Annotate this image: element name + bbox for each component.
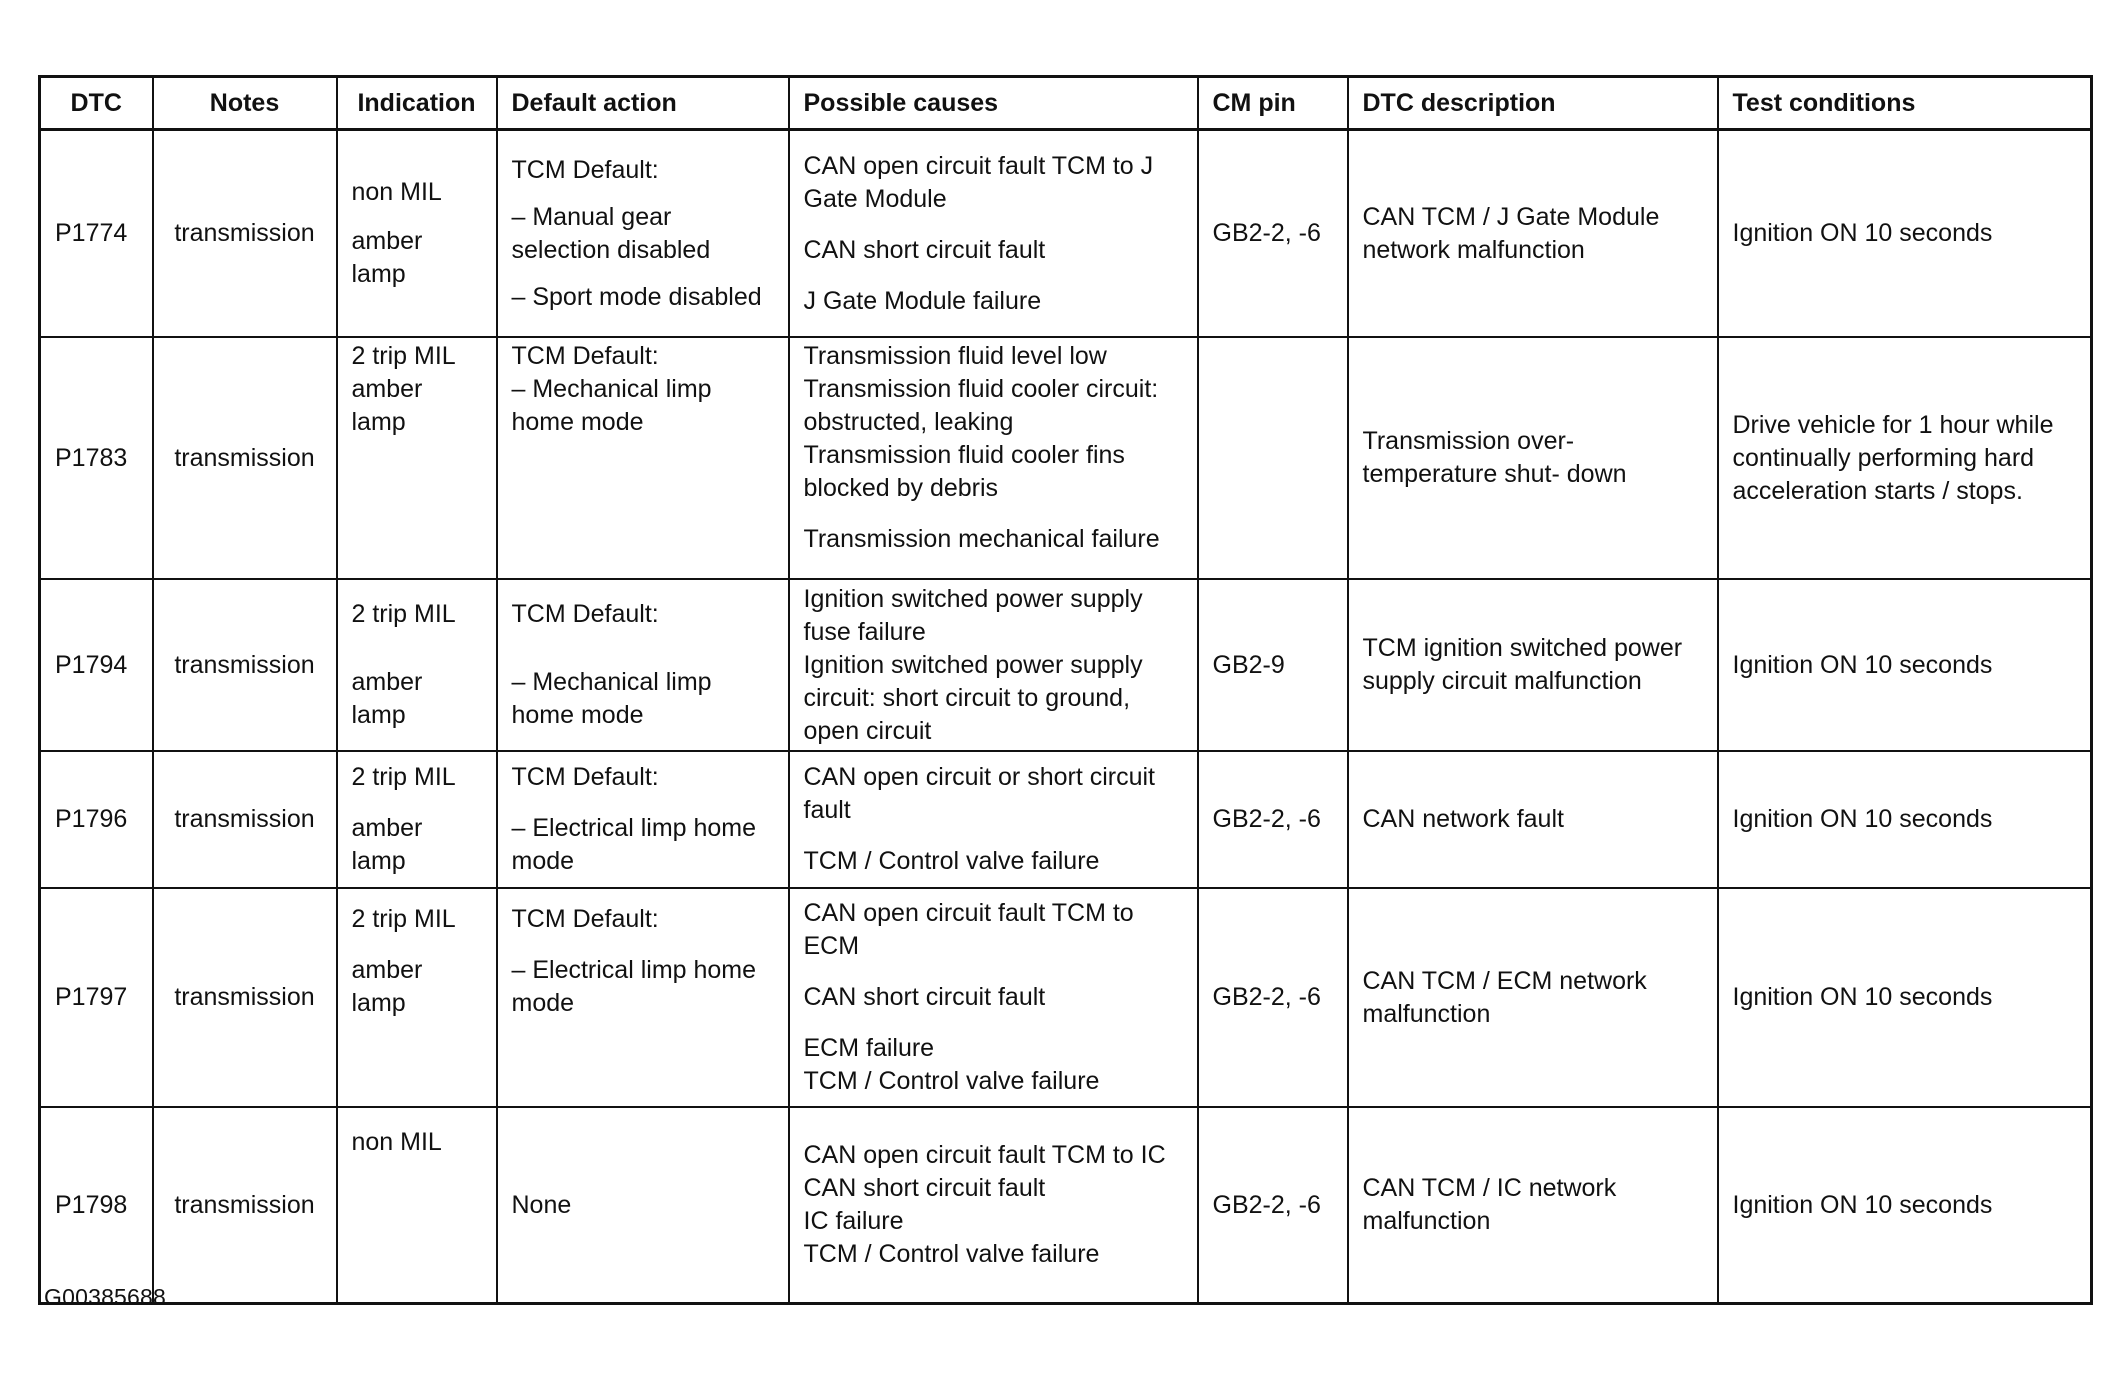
default-action-line: – Electrical limp home mode	[511, 814, 757, 875]
dtc-code: P1783	[40, 337, 153, 579]
dtc-cm-pin	[1198, 337, 1348, 579]
possible-cause-line: CAN open circuit or short circuit fault	[803, 763, 1156, 824]
table-row	[40, 1107, 2092, 1304]
default-action-line: – Sport mode disabled	[511, 282, 762, 311]
header-dtc: DTC	[40, 77, 153, 130]
dtc-table	[38, 75, 2093, 1305]
dtc-default-action	[497, 1107, 789, 1304]
possible-cause-line: TCM / Control valve failure	[803, 1067, 1100, 1095]
possible-cause-line: CAN short circuit fault	[803, 235, 1046, 264]
indication-line: 2 trip MIL	[351, 600, 456, 628]
indication-line: 2 trip MIL	[351, 763, 456, 791]
dtc-notes: transmission	[153, 579, 337, 751]
default-action-line: None	[511, 1190, 572, 1219]
possible-cause-line: CAN short circuit fault	[803, 983, 1046, 1011]
dtc-description: CAN TCM / IC network malfunction	[1348, 1107, 1718, 1304]
dtc-notes: transmission	[153, 130, 337, 338]
dtc-notes: transmission	[153, 751, 337, 888]
possible-cause-line: J Gate Module failure	[803, 286, 1042, 315]
table-row	[40, 130, 2092, 338]
dtc-test-conditions: Ignition ON 10 seconds	[1718, 888, 2092, 1107]
default-action-line: TCM Default:	[511, 905, 659, 933]
dtc-indication	[337, 1107, 497, 1304]
header-dtc-description: DTC description	[1348, 77, 1718, 130]
possible-cause-line: CAN short circuit fault	[803, 1174, 1046, 1202]
dtc-default-action	[497, 337, 789, 579]
dtc-indication	[337, 337, 497, 579]
default-action-line: TCM Default:	[511, 763, 659, 791]
dtc-default-action	[497, 130, 789, 338]
possible-cause-line: Transmission fluid cooler fins blocked by debris	[803, 441, 1125, 502]
dtc-possible-causes	[789, 888, 1198, 1107]
dtc-description: TCM ignition switched power supply circuit malfunction	[1348, 579, 1718, 751]
header-cm-pin: CM pin	[1198, 77, 1348, 130]
header-notes: Notes	[153, 77, 337, 130]
dtc-code: P1797	[40, 888, 153, 1107]
default-action-line: – Electrical limp home mode	[511, 956, 757, 1017]
dtc-possible-causes	[789, 130, 1198, 338]
table-row	[40, 579, 2092, 751]
dtc-description: CAN TCM / J Gate Module network malfunction	[1348, 130, 1718, 338]
dtc-test-conditions: Ignition ON 10 seconds	[1718, 751, 2092, 888]
indication-line: amber lamp	[351, 227, 423, 288]
dtc-code: P1794	[40, 579, 153, 751]
dtc-description: CAN TCM / ECM network malfunction	[1348, 888, 1718, 1107]
dtc-code: P1796	[40, 751, 153, 888]
indication-line: 2 trip MIL amber lamp	[351, 342, 455, 436]
indication-line: 2 trip MIL	[351, 905, 456, 933]
possible-cause-line: Ignition switched power supply fuse failure	[803, 584, 1143, 646]
dtc-cm-pin: GB2-2, -6	[1198, 888, 1348, 1107]
dtc-cm-pin: GB2-2, -6	[1198, 130, 1348, 338]
header-possible-causes: Possible causes	[789, 77, 1198, 130]
header-default-action: Default action	[497, 77, 789, 130]
possible-cause-line: IC failure	[803, 1207, 904, 1235]
header-indication: Indication	[337, 77, 497, 130]
indication-line: amber lamp	[351, 956, 423, 1017]
possible-cause-line: CAN open circuit fault TCM to J Gate Module	[803, 151, 1154, 213]
possible-cause-line: TCM / Control valve failure	[803, 847, 1100, 875]
dtc-possible-causes	[789, 579, 1198, 751]
default-action-line: – Manual gear selection disabled	[511, 202, 711, 264]
possible-cause-line: CAN open circuit fault TCM to ECM	[803, 899, 1134, 960]
table-row	[40, 337, 2092, 579]
dtc-indication	[337, 888, 497, 1107]
figure-id: G00385688	[44, 1284, 167, 1310]
dtc-default-action	[497, 751, 789, 888]
dtc-description: Transmission over-temperature shut- down	[1348, 337, 1718, 579]
dtc-cm-pin: GB2-9	[1198, 579, 1348, 751]
dtc-notes: transmission	[153, 1107, 337, 1304]
dtc-code: P1798	[40, 1107, 153, 1304]
table-header-row	[40, 77, 2092, 130]
dtc-cm-pin: GB2-2, -6	[1198, 1107, 1348, 1304]
dtc-possible-causes	[789, 1107, 1198, 1304]
possible-cause-line: TCM / Control valve failure	[803, 1240, 1100, 1268]
possible-cause-line: ECM failure	[803, 1034, 935, 1062]
dtc-description: CAN network fault	[1348, 751, 1718, 888]
indication-line: non MIL	[351, 1128, 442, 1156]
default-action-line: TCM Default:	[511, 155, 659, 184]
dtc-test-conditions: Drive vehicle for 1 hour while continually performing hard acceleration starts / stops.	[1718, 337, 2092, 579]
dtc-notes: transmission	[153, 337, 337, 579]
table-row	[40, 888, 2092, 1107]
possible-cause-line: Transmission fluid level low	[803, 342, 1107, 370]
default-action-line: TCM Default:	[511, 600, 659, 628]
table-row	[40, 751, 2092, 888]
dtc-notes: transmission	[153, 888, 337, 1107]
dtc-cm-pin: GB2-2, -6	[1198, 751, 1348, 888]
header-test-conditions: Test conditions	[1718, 77, 2092, 130]
indication-line: amber lamp	[351, 814, 423, 875]
dtc-code: P1774	[40, 130, 153, 338]
dtc-indication	[337, 579, 497, 751]
indication-line: amber lamp	[351, 668, 423, 729]
default-action-line: – Mechanical limp home mode	[511, 668, 712, 729]
dtc-indication	[337, 130, 497, 338]
dtc-possible-causes	[789, 751, 1198, 888]
indication-line: non MIL	[351, 178, 442, 206]
dtc-indication	[337, 751, 497, 888]
dtc-default-action	[497, 579, 789, 751]
default-action-line: – Mechanical limp home mode	[511, 375, 712, 436]
dtc-default-action	[497, 888, 789, 1107]
possible-cause-line: Transmission mechanical failure	[803, 525, 1160, 553]
dtc-test-conditions: Ignition ON 10 seconds	[1718, 1107, 2092, 1304]
possible-cause-line: CAN open circuit fault TCM to IC	[803, 1141, 1166, 1169]
dtc-possible-causes	[789, 337, 1198, 579]
default-action-line: TCM Default:	[511, 342, 659, 370]
possible-cause-line: Transmission fluid cooler circuit: obstructed, leaking	[803, 375, 1159, 436]
dtc-test-conditions: Ignition ON 10 seconds	[1718, 130, 2092, 338]
dtc-test-conditions: Ignition ON 10 seconds	[1718, 579, 2092, 751]
possible-cause-line: Ignition switched power supply circuit: short circuit to ground, open circuit	[803, 650, 1143, 745]
